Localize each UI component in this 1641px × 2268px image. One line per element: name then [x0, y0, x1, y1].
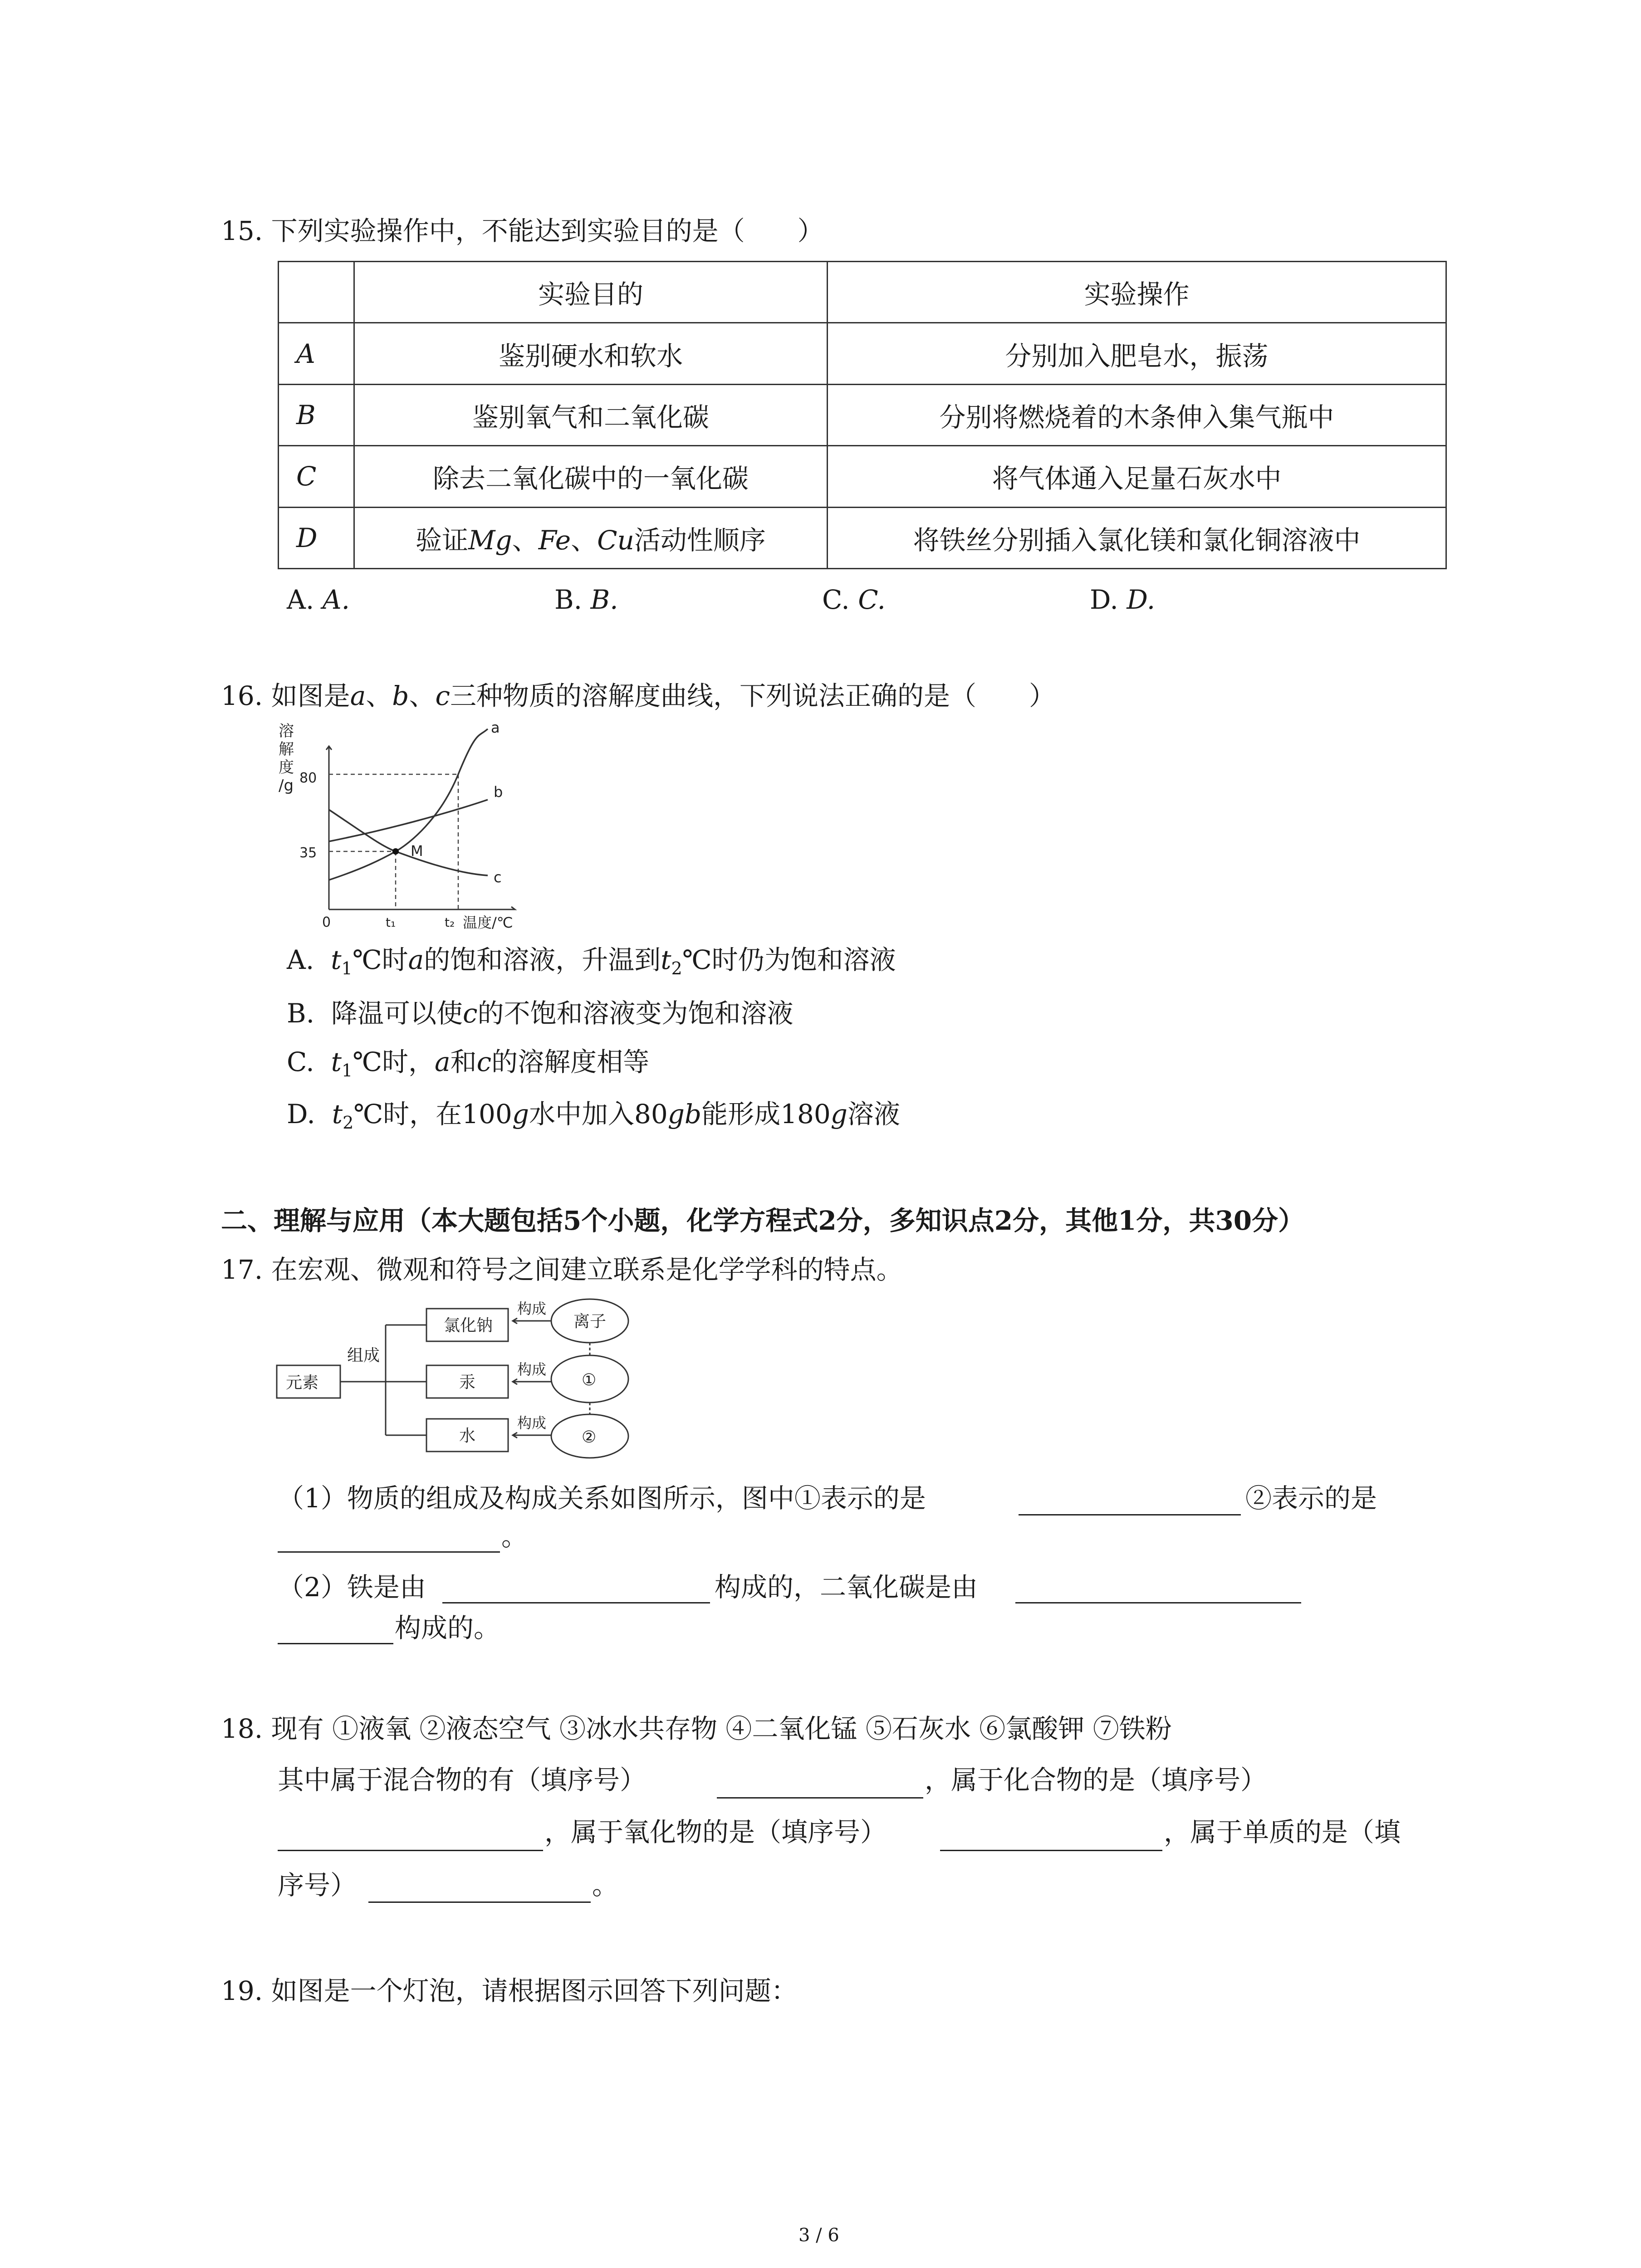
graph-ylabel-4: /g	[279, 777, 294, 795]
q17-blank-2[interactable]	[278, 1551, 500, 1553]
q15-stem: 15. 下列实验操作中，不能达到实验目的是（ ）	[221, 215, 824, 246]
row-label: C	[279, 446, 354, 507]
graph-t1: t₁	[386, 915, 396, 930]
header-operation: 实验操作	[828, 262, 1446, 323]
table-header-row	[279, 262, 1446, 323]
graph-curve-b-label: b	[494, 783, 503, 801]
graph-curve-a-label: a	[491, 719, 500, 736]
diagram-nacl-text: 氯化钠	[444, 1316, 493, 1335]
row-label: A	[279, 323, 354, 384]
q16-option-d[interactable]: D. $t_2℃$时，在100g水中加入80gb能形成180g溶液	[287, 1099, 900, 1133]
graph-x-arrow	[511, 907, 515, 909]
diagram-circle-1-text: ①	[582, 1371, 597, 1389]
section-2-heading: 二、理解与应用（本大题包括5个小题，化学方程式2分，多知识点2分，其他1分，共30分）	[221, 1205, 1305, 1236]
row-label: D	[279, 507, 354, 568]
q15-option-d[interactable]: D. D.	[1090, 584, 1156, 615]
q17-blank-5[interactable]	[278, 1643, 393, 1644]
q18-line-4b: 。	[592, 1870, 619, 1901]
q18-blank-mixture[interactable]	[717, 1797, 923, 1799]
table-corner-cell	[279, 262, 354, 323]
q18-blank-element[interactable]	[368, 1901, 591, 1903]
q18-blank-oxide[interactable]	[940, 1850, 1162, 1851]
row-operation: 分别加入肥皂水，振荡	[828, 323, 1446, 384]
solubility-graph	[272, 719, 535, 946]
row-goal: 除去二氧化碳中的一氧化碳	[354, 446, 828, 507]
composition-diagram	[272, 1297, 644, 1461]
diagram-hg-text: 汞	[459, 1373, 476, 1392]
diagram-element-text: 元素	[286, 1374, 319, 1392]
q17-part2-c: 构成的。	[395, 1613, 500, 1643]
graph-ylabel-2: 解	[279, 740, 294, 758]
q17-blank-3[interactable]	[442, 1602, 710, 1603]
graph-origin: 0	[322, 914, 331, 930]
q18-line-1: 18. 现有 ①液氧 ②液态空气 ③冰水共存物 ④二氧化锰 ⑤石灰水 ⑥氯酸钾 ⑦铁粉	[221, 1713, 1172, 1744]
graph-y35: 35	[299, 845, 317, 861]
q17-blank-1[interactable]	[1019, 1514, 1241, 1515]
table-row	[279, 384, 1446, 445]
q17-stem: 17. 在宏观、微观和符号之间建立联系是化学学科的特点。	[221, 1254, 903, 1285]
graph-ylabel-3: 度	[279, 758, 294, 777]
q17-part1-c: 。	[501, 1521, 528, 1552]
q17-part1-a: （1）物质的组成及构成关系如图所示，图中①表示的是	[278, 1483, 926, 1514]
q15-option-b[interactable]: B. B.	[554, 584, 618, 615]
q16-stem: 16. 如图是a、b、c三种物质的溶解度曲线，下列说法正确的是（ ）	[221, 680, 1055, 711]
q17-part1-b: ②表示的是	[1245, 1483, 1377, 1514]
q15-option-a[interactable]: A. A.	[287, 584, 350, 615]
row-label: B	[279, 384, 354, 445]
graph-curve-a	[329, 729, 488, 880]
table-row	[279, 323, 1446, 384]
q16-option-b[interactable]: B. 降温可以使c的不饱和溶液变为饱和溶液	[287, 998, 794, 1029]
diagram-compose-text: 组成	[347, 1346, 380, 1365]
q18-line-4a: 序号）	[278, 1870, 357, 1901]
graph-t2: t₂	[445, 915, 455, 930]
graph-point-m-label: M	[411, 842, 423, 860]
q16-option-c[interactable]: C. $t_1℃$时，a和c的溶解度相等	[287, 1046, 650, 1080]
diagram-build-1: 构成	[517, 1300, 547, 1317]
q18-blank-compound[interactable]	[278, 1850, 543, 1851]
q15-table	[278, 261, 1447, 569]
q19-stem: 19. 如图是一个灯泡，请根据图示回答下列问题：	[221, 1975, 798, 2006]
row-goal: 验证Mg、Fe、Cu活动性顺序	[354, 507, 828, 568]
table-row	[279, 446, 1446, 507]
q18-line-2b: ，属于化合物的是（填序号）	[925, 1765, 1267, 1795]
row-goal: 鉴别氧气和二氧化碳	[354, 384, 828, 445]
graph-xlabel: 温度/℃	[463, 914, 513, 931]
graph-y80: 80	[299, 770, 317, 786]
q17-part2-b: 构成的，二氧化碳是由	[715, 1572, 978, 1603]
diagram-ion-text: 离子	[573, 1312, 607, 1331]
graph-curve-c-label: c	[494, 869, 502, 886]
q18-line-3a: ，属于氧化物的是（填序号）	[544, 1817, 887, 1848]
q18-line-2a: 其中属于混合物的有（填序号）	[278, 1765, 647, 1795]
q17-part2-a: （2）铁是由	[278, 1572, 426, 1603]
page-number: 3 / 6	[798, 2225, 839, 2246]
q18-line-3b: ，属于单质的是（填	[1164, 1817, 1401, 1848]
graph-ylabel-1: 溶	[279, 722, 294, 740]
graph-point-m	[392, 848, 399, 855]
row-operation: 将气体通入足量石灰水中	[828, 446, 1446, 507]
table-row	[279, 507, 1446, 568]
diagram-circle-2-text: ②	[582, 1428, 597, 1447]
row-goal: 鉴别硬水和软水	[354, 323, 828, 384]
graph-curve-b	[329, 800, 488, 841]
q17-blank-4[interactable]	[1015, 1602, 1301, 1603]
diagram-build-2: 构成	[517, 1361, 547, 1378]
diagram-build-3: 构成	[517, 1414, 547, 1432]
header-goal: 实验目的	[354, 262, 828, 323]
q16-option-a[interactable]: A. $t_1℃$时a的饱和溶液，升温到$t_2℃$时仍为饱和溶液	[287, 944, 896, 978]
q15-option-c[interactable]: C. C.	[822, 584, 886, 615]
diagram-water-text: 水	[459, 1427, 476, 1445]
row-operation: 将铁丝分别插入氯化镁和氯化铜溶液中	[828, 507, 1446, 568]
row-operation: 分别将燃烧着的木条伸入集气瓶中	[828, 384, 1446, 445]
